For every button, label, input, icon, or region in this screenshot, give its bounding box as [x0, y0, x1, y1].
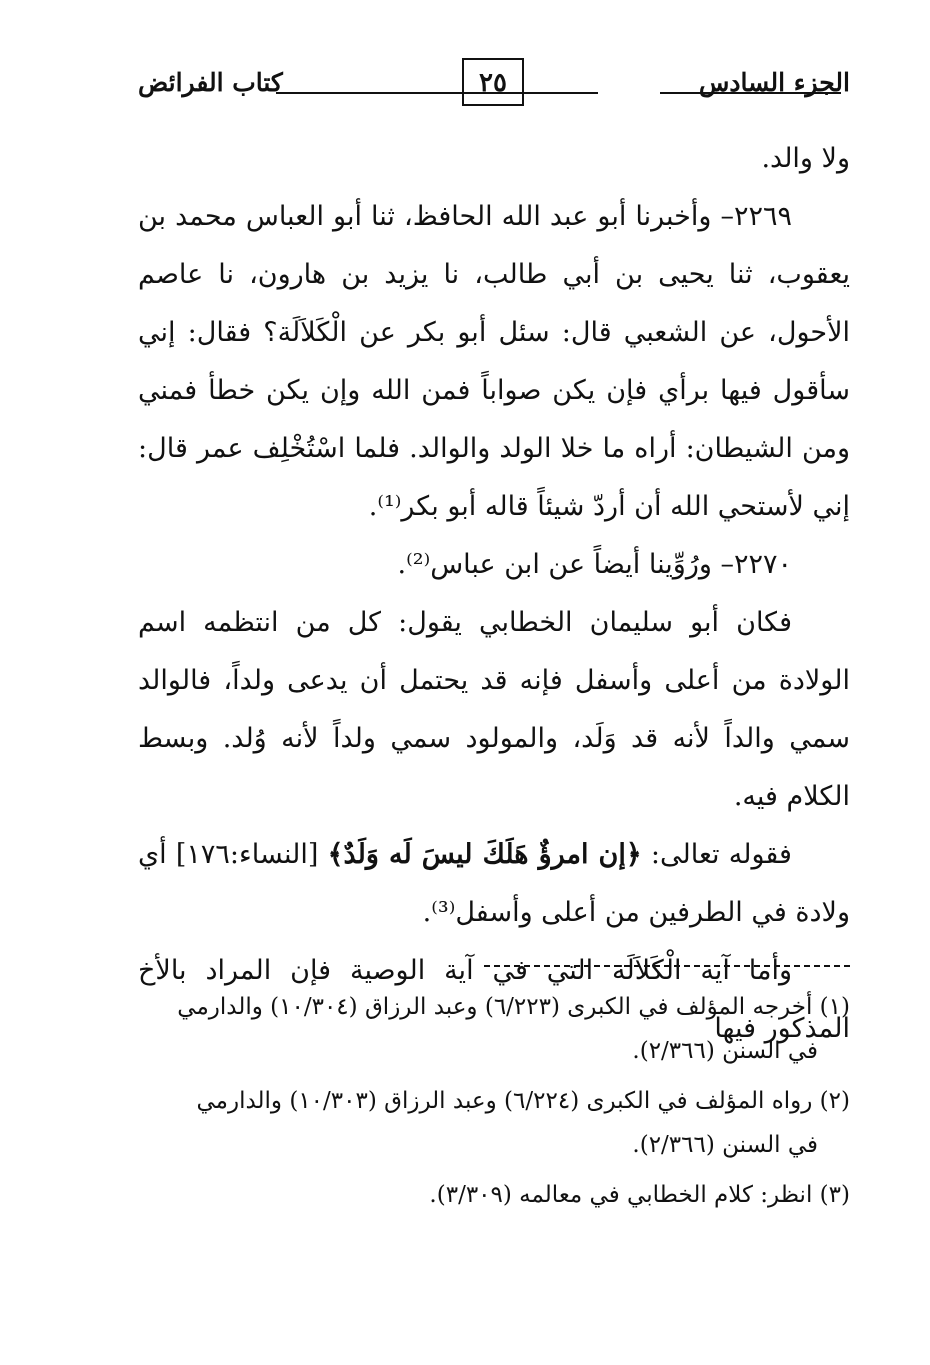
- footnote-1: [138, 985, 850, 1073]
- volume-title: الجزء السادس: [698, 68, 850, 97]
- footnote-text-cont: في السنن (٢/٣٦٦).: [632, 1038, 818, 1064]
- book-title: كتاب الفرائض: [138, 68, 283, 97]
- header-rule-right: [660, 92, 841, 94]
- footnote-text: انظر: كلام الخطابي في معالمه (٣/٣٠٩).: [429, 1182, 813, 1208]
- hadith-2270: ٢٢٧٠– ورُوِّينا أيضاً عن ابن عباس⁽²⁾.: [397, 549, 792, 580]
- footnote-mark: (٣): [819, 1182, 850, 1208]
- footnote-3: [138, 1173, 850, 1217]
- header-rule-left: [276, 92, 598, 94]
- footnote-2: [138, 1079, 850, 1167]
- main-text: [138, 130, 850, 1058]
- footnote-text: أخرجه المؤلف في الكبرى (٦/٢٢٣) وعبد الرزاق (١٠/٣٠٤) والدارمي: [177, 994, 813, 1020]
- quran-ref: [النساء:١٧٦] أي ولادة في الطرفين من أعلى وأسفل⁽³⁾.: [138, 839, 850, 928]
- footnotes: [138, 985, 850, 1223]
- footnote-mark: (٢): [819, 1088, 850, 1114]
- page-header: [138, 58, 850, 114]
- quran-verse: ﴿إن امرؤٌ هَلَكَ ليسَ لَه وَلَدٌ﴾: [327, 839, 642, 870]
- footnote-text: رواه المؤلف في الكبرى (٦/٢٢٤) وعبد الرزاق (١٠/٣٠٣) والدارمي: [196, 1088, 813, 1114]
- hadith-2269: ٢٢٦٩– وأخبرنا أبو عبد الله الحافظ، ثنا أبو العباس محمد بن يعقوب، ثنا يحيى بن أبي طالب، نا يزيد بن هارون، نا عاصم الأحول، عن الشعبي قال: سئل أبو بكر عن الْكَلاَلَة؟ فقال: إني سأقول فيها برأي فإن يكن صواباً فمن الله وإن يكن خطأ فمني ومن الشيطان: أراه ما خلا الولد والوالد. فلما اسْتُخْلِف عمر قال: إني لأستحي الله أن أردّ شيئاً قاله أبو بكر⁽¹⁾.: [138, 201, 850, 522]
- quran-paragraph: [138, 826, 850, 942]
- footnote-divider: [484, 965, 850, 967]
- footnote-mark: (١): [819, 994, 850, 1020]
- paragraph-continuation: ولا والد.: [761, 143, 850, 174]
- khattabi-paragraph: فكان أبو سليمان الخطابي يقول: كل من انتظمه اسم الولادة من أعلى وأسفل فإنه قد يحتمل أن يدعى ولداً، فالوالد سمي والداً لأنه قد وَلَد، والمولود سمي ولداً لأنه وُلد. وبسط الكلام فيه.: [138, 607, 850, 812]
- quran-intro: فقوله تعالى:: [641, 839, 792, 870]
- footnote-text-cont: في السنن (٢/٣٦٦).: [632, 1132, 818, 1158]
- page-number-box: ٢٥: [462, 58, 524, 106]
- kalala-paragraph: وأما آية الْكَلاَلَة التي في آية الوصية فإن المراد بالأخ المذكور فيها: [138, 955, 850, 1044]
